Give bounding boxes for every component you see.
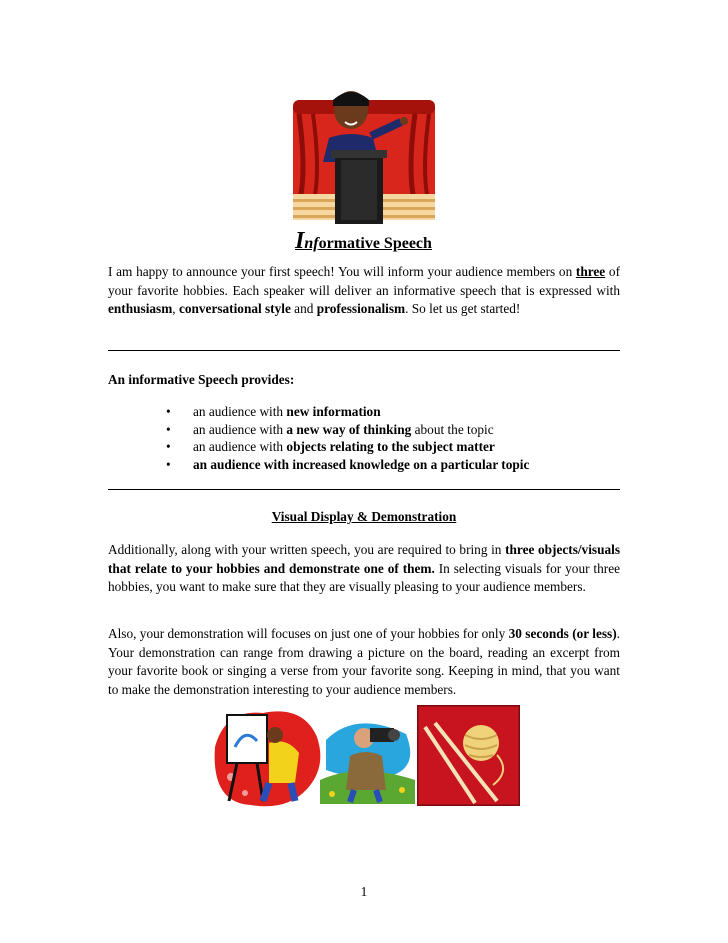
- list-item: • an audience with new information: [166, 404, 381, 419]
- visual-paragraph: Additionally, along with your written speech, you are required to bring in three objects/visuals that relate to your hobbies and demonstrate one of them. In selecting visuals for your three hobbies, you want to make sure that they are visually pleasing to your audience members.: [108, 542, 620, 595]
- knitting-clipart: [417, 705, 520, 806]
- list-item: • an audience with increased knowledge on a particular topic: [166, 456, 530, 472]
- bullet-icon: •: [166, 439, 171, 454]
- painter-clipart: [205, 707, 323, 807]
- bullet-icon: •: [166, 404, 171, 419]
- visual-heading: Visual Display & Demonstration: [271, 509, 457, 524]
- demo-paragraph: Also, your demonstration will focuses on just one of your hobbies for only 30 seconds (or less). Your demonstration can range from drawing a picture on the board, reading an excerpt from your favorite book or singing a verse from your favorite song. Keeping in mind, that you want to make the demonstration interesting to your audience members.: [108, 626, 620, 697]
- bullet-icon: •: [166, 421, 171, 437]
- divider: [108, 350, 620, 351]
- page-title: Informative Speech: [295, 228, 432, 254]
- divider: [108, 489, 620, 490]
- list-item: • an audience with a new way of thinking about the topic: [166, 421, 494, 437]
- intro-paragraph: I am happy to announce your first speech! You will inform your audience members on three of your favorite hobbies. Each speaker will deliver an informative speech that is expressed with enthusiasm, conversational style and professionalism. So let us get started!: [108, 264, 620, 317]
- photographer-clipart: [320, 710, 415, 804]
- page-number: 1: [360, 884, 368, 899]
- list-item: • an audience with objects relating to the subject matter: [166, 439, 495, 454]
- provides-list: [166, 403, 626, 473]
- speaker-podium-clipart: [289, 86, 439, 226]
- provides-heading: An informative Speech provides:: [108, 372, 295, 387]
- bullet-icon: •: [166, 456, 171, 472]
